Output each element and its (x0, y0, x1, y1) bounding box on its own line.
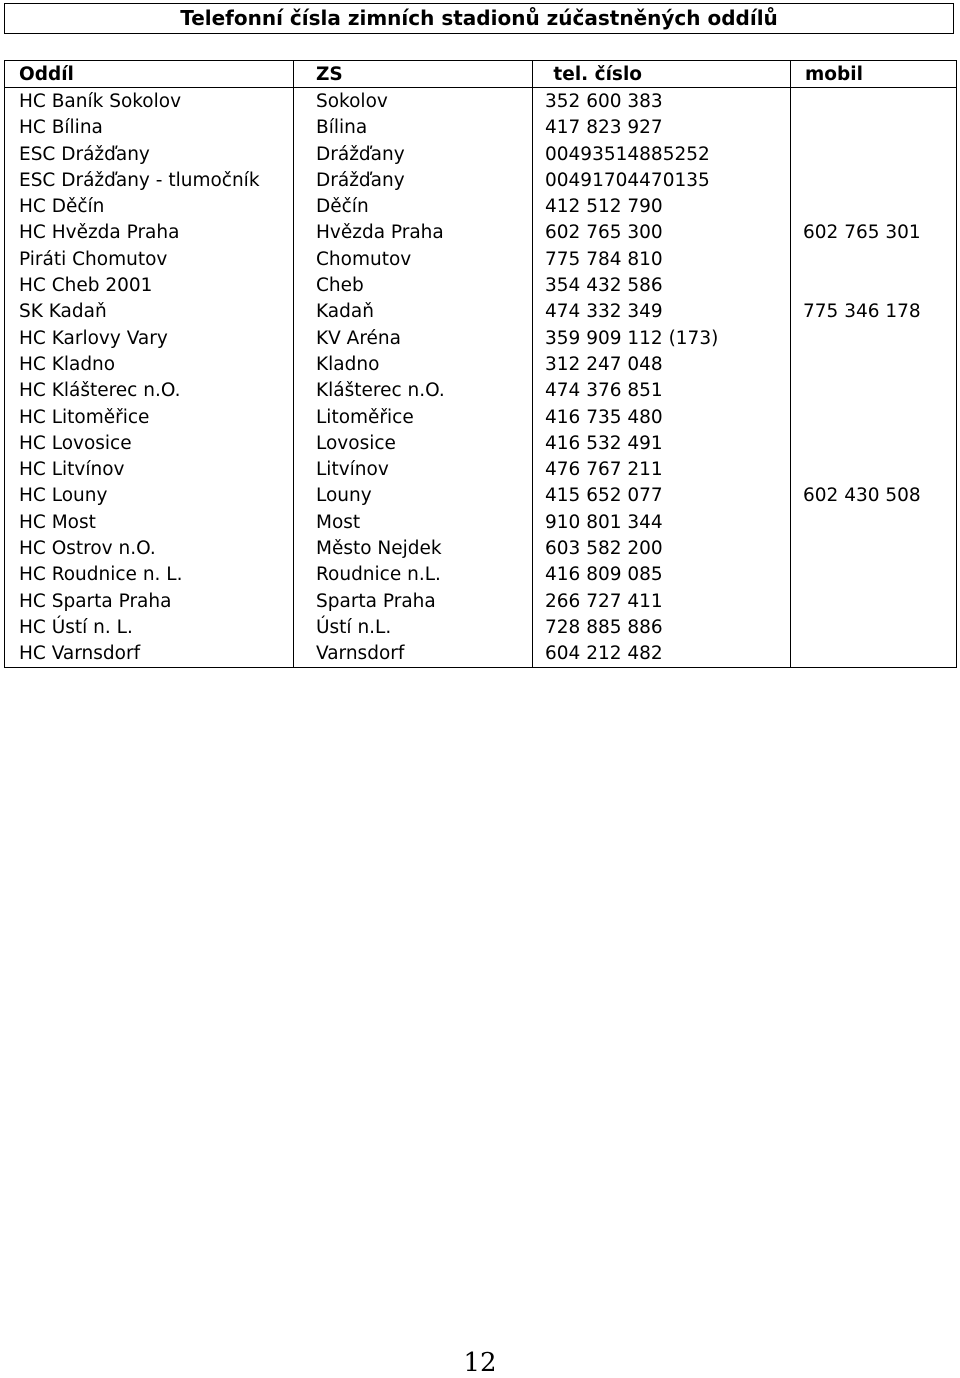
column-header-mobil: mobil (791, 61, 957, 88)
cell-zs: Chomutov (294, 246, 533, 272)
cell-mobil (791, 456, 957, 482)
cell-zs: Litoměřice (294, 404, 533, 430)
cell-oddil: ESC Drážďany (5, 141, 294, 167)
cell-tel: 476 767 211 (533, 456, 791, 482)
table-row (5, 483, 957, 509)
cell-zs: Klášterec n.O. (294, 378, 533, 404)
cell-tel: 910 801 344 (533, 509, 791, 535)
cell-mobil: 775 346 178 (791, 299, 957, 325)
cell-tel: 354 432 586 (533, 272, 791, 298)
cell-tel: 728 885 886 (533, 614, 791, 640)
table-row (5, 193, 957, 219)
cell-mobil (791, 378, 957, 404)
cell-oddil: HC Klášterec n.O. (5, 378, 294, 404)
table-row (5, 141, 957, 167)
cell-mobil (791, 351, 957, 377)
cell-mobil (791, 562, 957, 588)
cell-tel: 775 784 810 (533, 246, 791, 272)
cell-oddil: HC Roudnice n. L. (5, 562, 294, 588)
cell-zs: Drážďany (294, 167, 533, 193)
cell-tel: 602 765 300 (533, 220, 791, 246)
cell-zs: Kladno (294, 351, 533, 377)
table-row (5, 509, 957, 535)
table-row (5, 535, 957, 561)
cell-oddil: HC Děčín (5, 193, 294, 219)
cell-oddil: HC Ostrov n.O. (5, 535, 294, 561)
cell-mobil (791, 115, 957, 141)
cell-zs: Sparta Praha (294, 588, 533, 614)
table-row (5, 641, 957, 668)
cell-mobil (791, 141, 957, 167)
cell-tel: 359 909 112 (173) (533, 325, 791, 351)
cell-zs: Ústí n.L. (294, 614, 533, 640)
cell-zs: Cheb (294, 272, 533, 298)
cell-mobil (791, 535, 957, 561)
column-header-oddil: Oddíl (5, 61, 294, 88)
table-row (5, 325, 957, 351)
cell-zs: Most (294, 509, 533, 535)
cell-tel: 415 652 077 (533, 483, 791, 509)
cell-oddil: HC Most (5, 509, 294, 535)
cell-tel: 312 247 048 (533, 351, 791, 377)
cell-zs: Město Nejdek (294, 535, 533, 561)
cell-oddil: HC Ústí n. L. (5, 614, 294, 640)
cell-oddil: HC Baník Sokolov (5, 88, 294, 115)
column-header-tel: tel. číslo (533, 61, 791, 88)
table-row (5, 220, 957, 246)
table-row (5, 167, 957, 193)
page-title: Telefonní čísla zimních stadionů zúčastněných oddílů (4, 3, 954, 34)
cell-oddil: HC Cheb 2001 (5, 272, 294, 298)
cell-oddil: HC Litoměřice (5, 404, 294, 430)
table-row (5, 351, 957, 377)
cell-mobil (791, 588, 957, 614)
cell-tel: 416 735 480 (533, 404, 791, 430)
cell-tel: 604 212 482 (533, 641, 791, 668)
table-row (5, 404, 957, 430)
cell-zs: Bílina (294, 115, 533, 141)
cell-mobil (791, 246, 957, 272)
cell-oddil: HC Karlovy Vary (5, 325, 294, 351)
cell-tel: 474 332 349 (533, 299, 791, 325)
cell-oddil: ESC Drážďany - tlumočník (5, 167, 294, 193)
cell-mobil (791, 88, 957, 115)
cell-oddil: Piráti Chomutov (5, 246, 294, 272)
table-row (5, 588, 957, 614)
table-row (5, 88, 957, 115)
cell-tel: 00493514885252 (533, 141, 791, 167)
cell-tel: 352 600 383 (533, 88, 791, 115)
page-number: 12 (463, 1348, 497, 1378)
cell-mobil (791, 272, 957, 298)
cell-mobil (791, 325, 957, 351)
cell-mobil (791, 430, 957, 456)
cell-oddil: HC Litvínov (5, 456, 294, 482)
cell-mobil: 602 765 301 (791, 220, 957, 246)
cell-zs: Varnsdorf (294, 641, 533, 668)
cell-zs: Drážďany (294, 141, 533, 167)
cell-tel: 474 376 851 (533, 378, 791, 404)
cell-oddil: HC Lovosice (5, 430, 294, 456)
table-row (5, 562, 957, 588)
cell-zs: Louny (294, 483, 533, 509)
cell-zs: Hvězda Praha (294, 220, 533, 246)
cell-oddil: SK Kadaň (5, 299, 294, 325)
cell-mobil: 602 430 508 (791, 483, 957, 509)
cell-tel: 416 809 085 (533, 562, 791, 588)
cell-oddil: HC Bílina (5, 115, 294, 141)
cell-zs: KV Aréna (294, 325, 533, 351)
cell-zs: Sokolov (294, 88, 533, 115)
cell-oddil: HC Sparta Praha (5, 588, 294, 614)
cell-mobil (791, 193, 957, 219)
cell-tel: 417 823 927 (533, 115, 791, 141)
cell-tel: 603 582 200 (533, 535, 791, 561)
cell-zs: Děčín (294, 193, 533, 219)
cell-zs: Litvínov (294, 456, 533, 482)
table-row (5, 115, 957, 141)
table-row (5, 272, 957, 298)
table-row (5, 299, 957, 325)
cell-zs: Lovosice (294, 430, 533, 456)
table-row (5, 378, 957, 404)
cell-tel: 266 727 411 (533, 588, 791, 614)
table-row (5, 246, 957, 272)
table-row (5, 430, 957, 456)
cell-oddil: HC Kladno (5, 351, 294, 377)
table-header-row (5, 61, 957, 88)
cell-zs: Kadaň (294, 299, 533, 325)
cell-oddil: HC Louny (5, 483, 294, 509)
cell-mobil (791, 509, 957, 535)
column-header-zs: ZS (294, 61, 533, 88)
cell-tel: 416 532 491 (533, 430, 791, 456)
cell-oddil: HC Hvězda Praha (5, 220, 294, 246)
cell-mobil (791, 167, 957, 193)
cell-tel: 00491704470135 (533, 167, 791, 193)
cell-mobil (791, 614, 957, 640)
cell-mobil (791, 404, 957, 430)
cell-mobil (791, 641, 957, 668)
table-row (5, 456, 957, 482)
cell-zs: Roudnice n.L. (294, 562, 533, 588)
cell-tel: 412 512 790 (533, 193, 791, 219)
phone-table (4, 60, 957, 668)
cell-oddil: HC Varnsdorf (5, 641, 294, 668)
table-row (5, 614, 957, 640)
